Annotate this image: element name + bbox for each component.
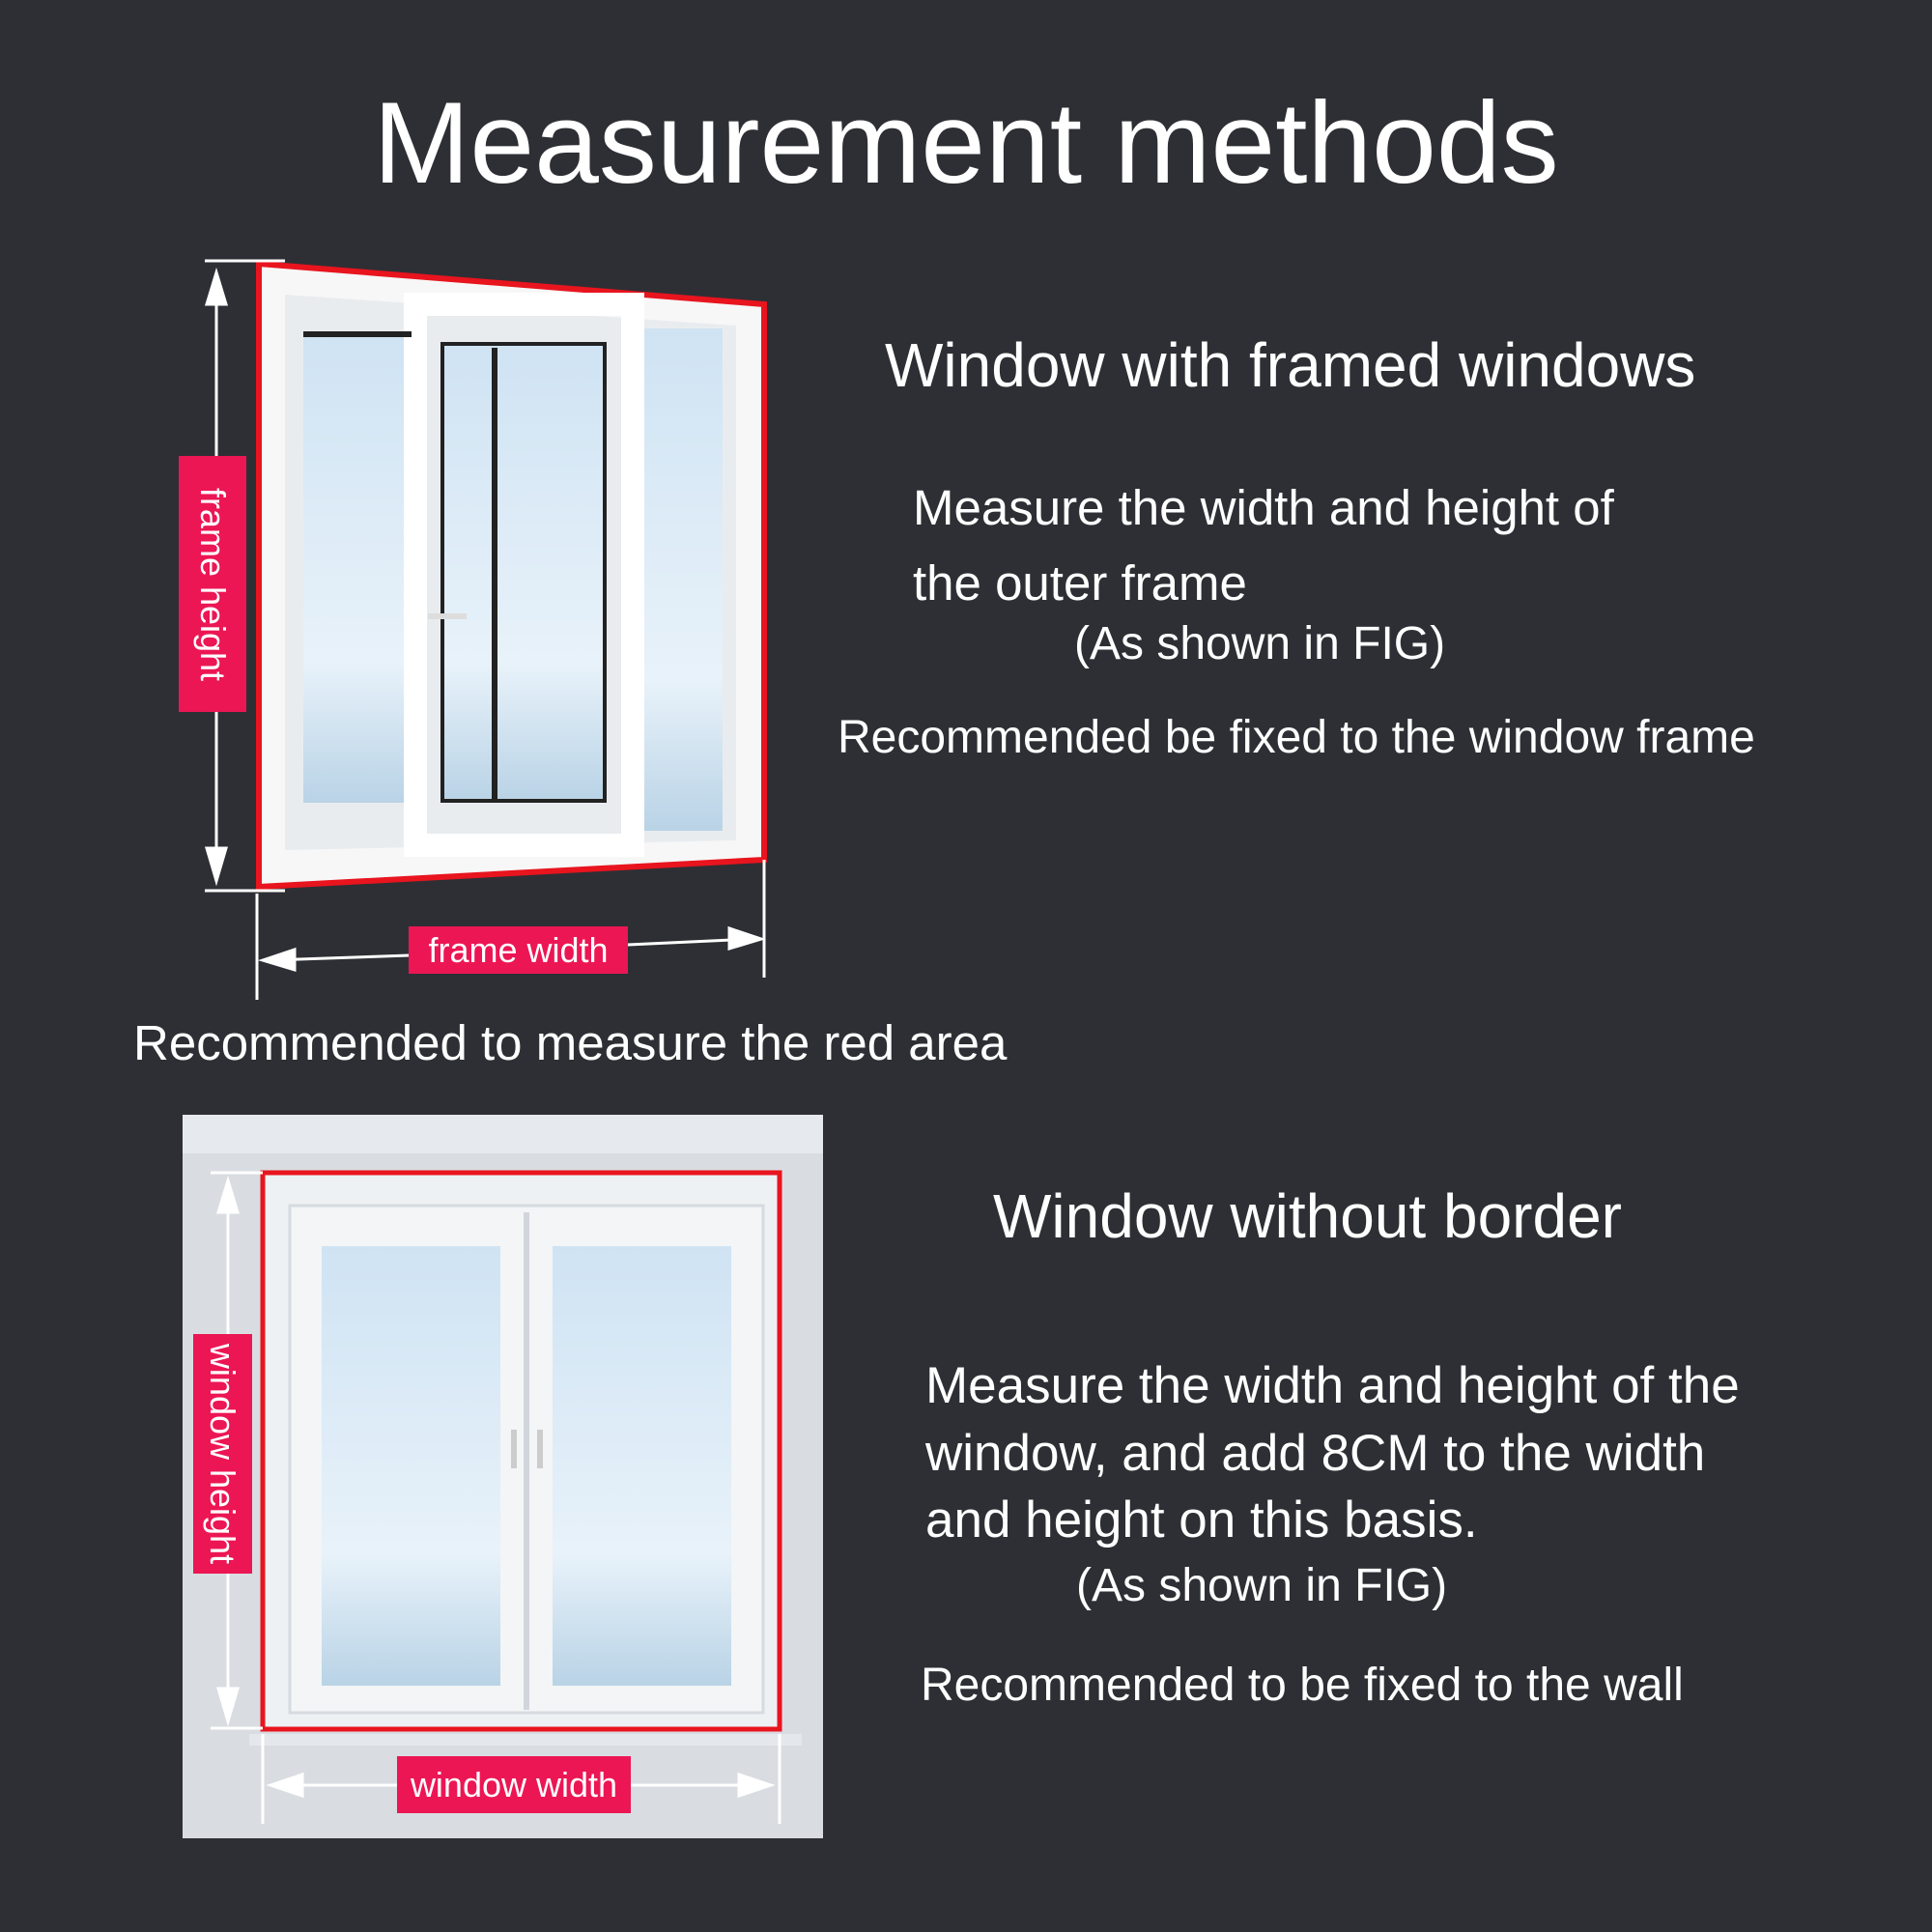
window-width-label: window width [397, 1756, 631, 1813]
framed-recommendation: Recommended be fixed to the window frame [838, 712, 1755, 763]
frame-height-label [179, 456, 246, 712]
framed-instruction-line1: Measure the width and height of [913, 480, 1614, 535]
window-height-label [193, 1334, 252, 1574]
red-area-caption: Recommended to measure the red area [133, 1015, 1008, 1070]
window-height-text: window height [203, 1343, 243, 1565]
framed-window [259, 264, 764, 887]
framed-instruction-line2: the outer frame [913, 555, 1247, 611]
frame-width-label: frame width [409, 926, 628, 974]
borderless-note: (As shown in FIG) [1076, 1560, 1448, 1611]
framed-heading: Window with framed windows [885, 330, 1696, 400]
page-title: Measurement methods [373, 78, 1559, 208]
borderless-instruction-line1: Measure the width and height of the [925, 1357, 1740, 1414]
borderless-window [183, 1115, 823, 1838]
borderless-instruction-line3: and height on this basis. [925, 1492, 1478, 1548]
frame-height-text: frame height [193, 487, 234, 681]
borderless-instruction-line2: window, and add 8CM to the width [925, 1425, 1706, 1482]
borderless-heading: Window without border [993, 1181, 1622, 1251]
framed-note: (As shown in FIG) [1074, 618, 1446, 669]
borderless-recommendation: Recommended to be fixed to the wall [921, 1660, 1684, 1711]
